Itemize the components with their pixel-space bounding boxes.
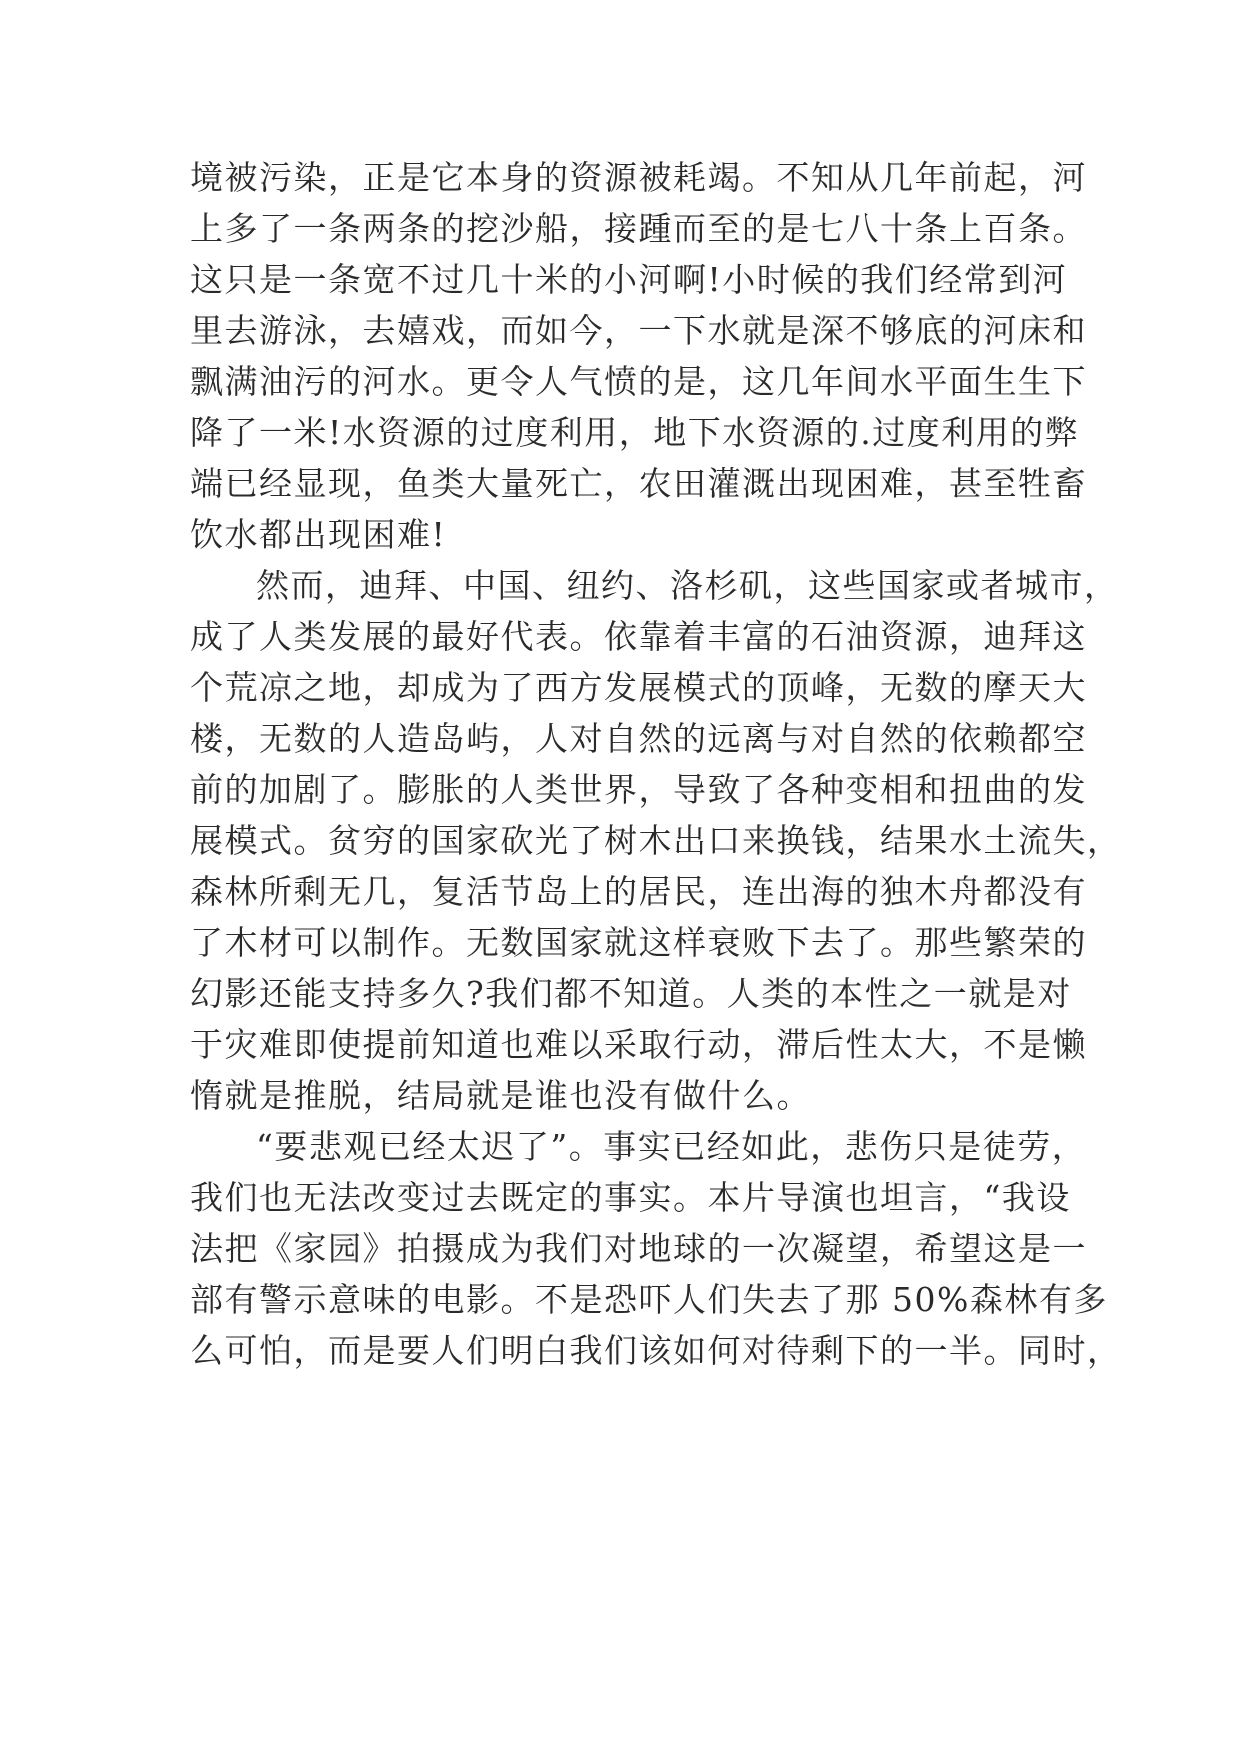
text-line: 饮水都出现困难! [190, 515, 447, 554]
text-line: 我们也无法改变过去既定的事实。本片导演也坦言，“我设 [190, 1178, 1071, 1217]
text-line: 端已经显现，鱼类大量死亡，农田灌溉出现困难，甚至牲畜 [190, 464, 1087, 503]
paragraph-start-line: 然而，迪拜、中国、纽约、洛杉矶，这些国家或者城市， [256, 566, 1119, 605]
text-line: 么可怕，而是要人们明白我们该如何对待剩下的一半。同时， [190, 1331, 1122, 1370]
text-line: 展模式。贫穷的国家砍光了树木出口来换钱，结果水土流失， [190, 821, 1122, 860]
paragraph-start-line: “要悲观已经太迟了”。事实已经如此，悲伤只是徒劳， [256, 1127, 1087, 1166]
text-line: 于灾难即使提前知道也难以采取行动，滞后性太大，不是懒 [190, 1025, 1087, 1064]
text-line: 降了一米!水资源的过度利用，地下水资源的.过度利用的弊 [190, 413, 1080, 452]
text-line: 个荒凉之地，却成为了西方发展模式的顶峰，无数的摩天大 [190, 668, 1087, 707]
body-text [190, 152, 1122, 1376]
text-line: 这只是一条宽不过几十米的小河啊!小时候的我们经常到河 [190, 260, 1068, 299]
text-line: 部有警示意味的电影。不是恐吓人们失去了那 50%森林有多 [190, 1280, 1108, 1319]
text-line: 飘满油污的河水。更令人气愤的是，这几年间水平面生生下 [190, 362, 1087, 401]
text-line: 了木材可以制作。无数国家就这样衰败下去了。那些繁荣的 [190, 923, 1087, 962]
text-line: 前的加剧了。膨胀的人类世界，导致了各种变相和扭曲的发 [190, 770, 1087, 809]
text-line: 森林所剩无几，复活节岛上的居民，连出海的独木舟都没有 [190, 872, 1087, 911]
text-line: 幻影还能支持多久?我们都不知道。人类的本性之一就是对 [190, 974, 1072, 1013]
text-line: 里去游泳，去嬉戏，而如今，一下水就是深不够底的河床和 [190, 311, 1087, 350]
text-line: 境被污染，正是它本身的资源被耗竭。不知从几年前起，河 [190, 158, 1087, 197]
text-line: 上多了一条两条的挖沙船，接踵而至的是七八十条上百条。 [190, 209, 1087, 248]
text-line: 成了人类发展的最好代表。依靠着丰富的石油资源，迪拜这 [190, 617, 1087, 656]
text-line: 楼，无数的人造岛屿，人对自然的远离与对自然的依赖都空 [190, 719, 1087, 758]
text-line: 惰就是推脱，结局就是谁也没有做什么。 [190, 1076, 811, 1115]
text-line: 法把《家园》拍摄成为我们对地球的一次凝望，希望这是一 [190, 1229, 1087, 1268]
